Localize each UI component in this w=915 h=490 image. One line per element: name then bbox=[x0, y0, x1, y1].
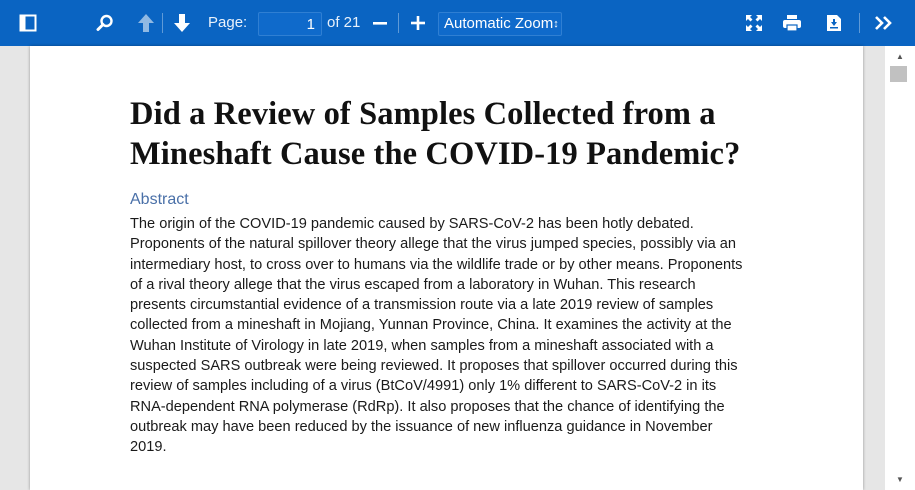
presentation-mode-button[interactable] bbox=[742, 6, 766, 40]
document-title: Did a Review of Samples Collected from a Mineshaft Cause the COVID-19 Pandemic? bbox=[130, 96, 741, 172]
page-label: Page: bbox=[208, 14, 248, 31]
toolbar-separator bbox=[859, 13, 860, 33]
toolbar-separator bbox=[162, 13, 163, 33]
print-icon bbox=[782, 14, 802, 32]
page-count: of 21 bbox=[327, 14, 361, 31]
scrollbar-thumb[interactable] bbox=[890, 66, 907, 82]
tools-button[interactable] bbox=[868, 6, 898, 40]
select-arrows-icon: ↕ bbox=[553, 18, 559, 30]
presentation-mode-icon bbox=[745, 14, 763, 32]
pdf-page bbox=[30, 46, 863, 490]
scroll-down-icon[interactable]: ▼ bbox=[896, 474, 904, 484]
document-viewer[interactable] bbox=[0, 46, 885, 490]
search-icon bbox=[96, 14, 114, 32]
page-number-input[interactable] bbox=[258, 12, 322, 36]
toolbar-separator bbox=[398, 13, 399, 33]
tools-icon bbox=[874, 15, 892, 31]
sidebar-toggle-button[interactable] bbox=[10, 6, 46, 40]
print-button[interactable] bbox=[778, 6, 806, 40]
zoom-in-icon bbox=[410, 15, 426, 31]
zoom-select-value: Automatic Zoom bbox=[444, 15, 554, 32]
zoom-select[interactable] bbox=[438, 12, 562, 36]
download-button[interactable] bbox=[822, 6, 846, 40]
download-icon bbox=[826, 14, 842, 32]
sidebar-toggle-icon bbox=[19, 14, 37, 32]
zoom-in-button[interactable] bbox=[406, 6, 430, 40]
abstract-text: The origin of the COVID-19 pandemic caused by SARS-CoV-2 has been hotly debated. Proponents of the natural spillover theory allege that the virus jumped species, possibly via an intermediary host, to cross over to humans via the wildlife trade or by other means. Proponents of a rival theory allege that the virus escaped from a laboratory in Wuhan. This research presents circumstantial evidence of a transmission route via a late 2019 review of samples collected from a mineshaft in Mojiang, Yunnan Province, China. It examines the activity at the Wuhan Institute of Virology in late 2019, when samples from a mineshaft associated with a suspected SARS outbreak were being reviewed. It proposes that spillover occurred during this review of samples including of a virus (BtCoV/4991) only 1% different to SARS-CoV-2 in its RNA-dependent RNA polymerase (RdRp). It also proposes that the chance of identifying the outbreak may have been reduced by the issuance of new influenza guidance in November 2019. bbox=[130, 216, 743, 456]
abstract-heading: Abstract bbox=[130, 191, 189, 208]
scroll-up-icon[interactable]: ▲ bbox=[896, 51, 904, 61]
previous-page-button[interactable] bbox=[134, 6, 158, 40]
vertical-scrollbar[interactable] bbox=[885, 46, 915, 490]
zoom-out-button[interactable] bbox=[368, 6, 392, 40]
next-page-icon bbox=[173, 13, 191, 33]
previous-page-icon bbox=[137, 13, 155, 33]
zoom-out-icon bbox=[372, 15, 388, 31]
next-page-button[interactable] bbox=[170, 6, 194, 40]
pdf-toolbar bbox=[0, 0, 915, 46]
search-button[interactable] bbox=[92, 6, 118, 40]
